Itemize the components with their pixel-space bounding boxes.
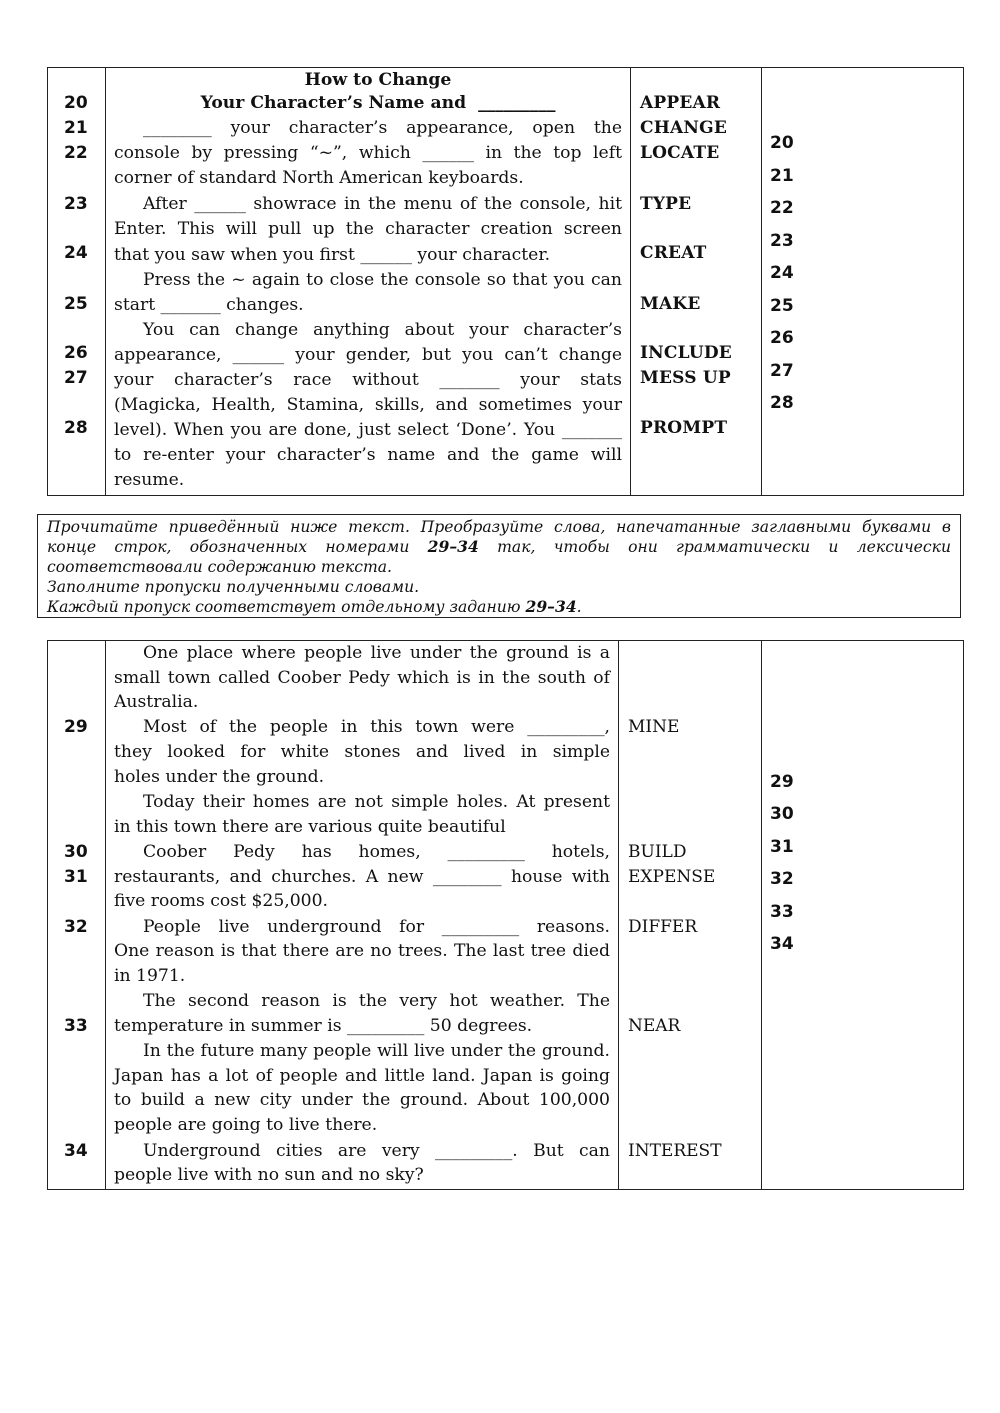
row-number: 29 (64, 717, 88, 737)
text-line: five rooms cost $25,000. (114, 891, 329, 911)
text-line: start _______ changes. (114, 295, 304, 315)
row-number: 26 (64, 343, 88, 363)
answer-number: 28 (770, 393, 794, 413)
row-number: 32 (64, 917, 88, 937)
column-divider (618, 641, 619, 1189)
instruction-text: . (576, 598, 582, 616)
text-line: your character’s race without _______ your stats (114, 370, 622, 390)
text-line: Most of the people in this town were _________, (143, 717, 610, 737)
answer-number: 21 (770, 166, 794, 186)
text-line: people live with no sun and no sky? (114, 1165, 424, 1185)
keyword: TYPE (640, 194, 692, 214)
answer-number: 33 (770, 902, 794, 922)
instruction-paragraph (47, 597, 951, 617)
keyword: MAKE (640, 294, 701, 314)
answer-number: 32 (770, 869, 794, 889)
keyword: APPEAR (640, 93, 721, 113)
answer-number: 26 (770, 328, 794, 348)
column-divider (105, 641, 106, 1189)
row-number: 25 (64, 294, 88, 314)
row-number: 31 (64, 867, 88, 887)
instruction-text: Прочитайте приведённый ниже текст. Преобразуйте слова, напечатанные заглавными буквами в конце строк, обозначенных номерами (47, 518, 951, 556)
keyword: CHANGE (640, 118, 727, 138)
exercise-table-2 (47, 640, 964, 1190)
answer-number: 27 (770, 361, 794, 381)
text-line: Underground cities are very _________. But can (143, 1141, 610, 1161)
answer-number: 25 (770, 296, 794, 316)
row-number: 34 (64, 1141, 88, 1161)
keyword: MESS UP (640, 368, 731, 388)
text-line: to re-enter your character’s name and the game will (114, 445, 622, 465)
text-line: Enter. This will pull up the character creation screen (114, 219, 622, 239)
row-number: 21 (64, 118, 88, 138)
text-line: In the future many people will live under the ground. (143, 1041, 610, 1061)
answer-number: 24 (770, 263, 794, 283)
title-line: How to Change (304, 70, 452, 90)
text-line: people are going to live there. (114, 1115, 378, 1135)
column-divider (105, 68, 106, 495)
text-line: Today their homes are not simple holes. At present (143, 792, 610, 812)
keyword: INTEREST (628, 1141, 722, 1161)
answer-number: 20 (770, 133, 794, 153)
text-line: Press the ~ again to close the console so that you can (143, 270, 622, 290)
keyword: EXPENSE (628, 867, 716, 887)
row-number: 27 (64, 368, 88, 388)
row-number: 22 (64, 143, 88, 163)
text-line: ________ your character’s appearance, open the (143, 118, 622, 138)
answer-number: 23 (770, 231, 794, 251)
column-divider (630, 68, 631, 495)
keyword: INCLUDE (640, 343, 732, 363)
exercise-table-1 (47, 67, 964, 496)
passage-1 (114, 68, 622, 497)
text-line: to build a new city under the ground. About 100,000 (114, 1090, 610, 1110)
text-line: (Magicka, Health, Stamina, skills, and sometimes your (114, 395, 622, 415)
instruction-paragraph (47, 517, 951, 577)
row-number: 33 (64, 1016, 88, 1036)
row-number: 20 (64, 93, 88, 113)
keyword: MINE (628, 717, 680, 737)
column-divider (761, 68, 762, 495)
answer-number: 29 (770, 772, 794, 792)
text-line: You can change anything about your character’s (143, 320, 622, 340)
instructions-box (37, 514, 961, 618)
answer-number: 31 (770, 837, 794, 857)
text-line: One reason is that there are no trees. The last tree died (114, 941, 610, 961)
passage-2 (114, 641, 610, 1191)
text-line: that you saw when you first ______ your character. (114, 245, 551, 265)
text-line: Australia. (114, 692, 199, 712)
answer-number: 22 (770, 198, 794, 218)
text-line: in this town there are various quite beautiful (114, 817, 506, 837)
instruction-text: Заполните пропуски полученными словами. (47, 578, 420, 596)
task-range: 29–34 (427, 537, 479, 556)
task-range: 29–34 (525, 597, 577, 616)
text-line: console by pressing “~”, which ______ in the top left (114, 143, 622, 163)
instruction-text: так, чтобы они грамматически и лексически соответствовали содержанию текста. (47, 538, 951, 576)
keyword: NEAR (628, 1016, 681, 1036)
text-line: The second reason is the very hot weather. The (143, 991, 610, 1011)
title-line: Your Character’s Name and _________ (200, 93, 556, 113)
text-line: One place where people live under the ground is a (143, 643, 610, 663)
text-line: Japan has a lot of people and little land. Japan is going (114, 1066, 610, 1086)
row-number: 28 (64, 418, 88, 438)
text-line: they looked for white stones and lived in simple (114, 742, 610, 762)
text-line: appearance, ______ your gender, but you can’t change (114, 345, 622, 365)
row-number: 24 (64, 243, 88, 263)
column-divider (761, 641, 762, 1189)
instruction-text: Каждый пропуск соответствует отдельному заданию (47, 598, 526, 616)
row-number: 30 (64, 842, 88, 862)
answer-number: 34 (770, 934, 794, 954)
keyword: CREAT (640, 243, 707, 263)
text-line: level). When you are done, just select ‘Done’. You _______ (114, 420, 622, 440)
keyword: BUILD (628, 842, 687, 862)
text-line: small town called Coober Pedy which is in the south of (114, 668, 610, 688)
answer-number: 30 (770, 804, 794, 824)
text-line: Coober Pedy has homes, _________ hotels, (143, 842, 610, 862)
text-line: corner of standard North American keyboards. (114, 168, 524, 188)
text-line: After ______ showrace in the menu of the console, hit (143, 194, 622, 214)
keyword: DIFFER (628, 917, 698, 937)
text-line: resume. (114, 470, 185, 490)
text-line: People live underground for _________ reasons. (143, 917, 610, 937)
text-line: in 1971. (114, 966, 186, 986)
text-line: holes under the ground. (114, 767, 325, 787)
keyword: LOCATE (640, 143, 720, 163)
text-line: temperature in summer is _________ 50 degrees. (114, 1016, 533, 1036)
keyword: PROMPT (640, 418, 728, 438)
row-number: 23 (64, 194, 88, 214)
text-line: restaurants, and churches. A new ________ house with (114, 867, 610, 887)
